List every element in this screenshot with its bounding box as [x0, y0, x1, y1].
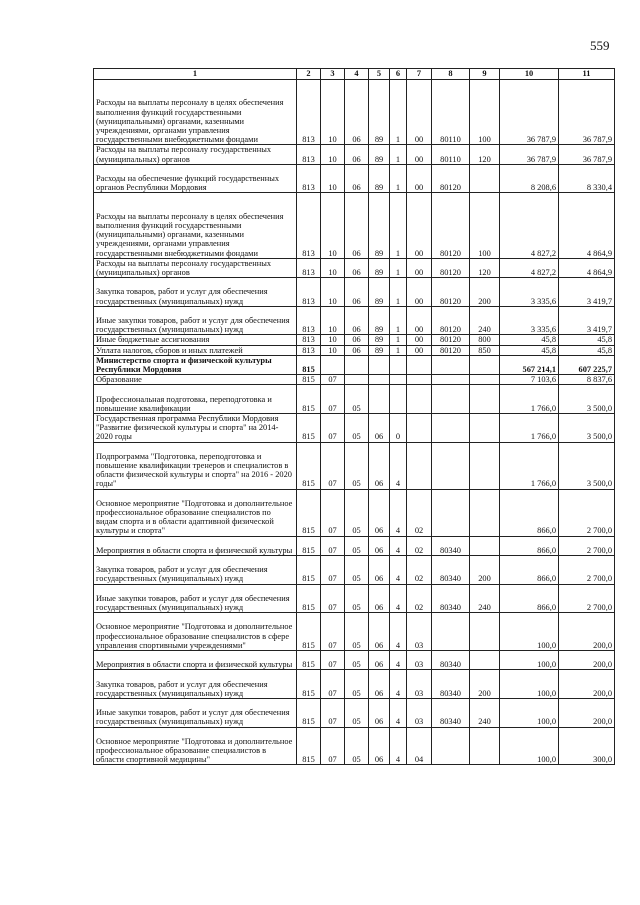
cell-subsection: 06 — [345, 345, 369, 355]
cell-expense-type: 200 — [470, 555, 500, 584]
cell-expense-type: 100 — [470, 193, 500, 258]
cell-admin-code: 815 — [297, 650, 321, 669]
cell-section: 07 — [321, 727, 345, 765]
cell-subsection: 06 — [345, 80, 369, 145]
cell-amount-year-1: 866,0 — [500, 584, 559, 613]
cell-amount-year-1: 36 787,9 — [500, 145, 559, 164]
cell-event — [407, 375, 432, 385]
cell-expense-type: 120 — [470, 258, 500, 277]
table-row — [94, 164, 615, 193]
cell-name: Расходы на выплаты персоналу государственных (муниципальных) органов — [94, 258, 297, 277]
cell-expense-type — [470, 613, 500, 651]
table-row — [94, 355, 615, 374]
cell-expense-type — [470, 442, 500, 489]
cell-name: Расходы на выплаты персоналу в целях обеспечения выполнения функций государственными (муниципальными) органами, казенными учреждениями, органами управления государственными внебюджетными фондами — [94, 193, 297, 258]
cell-expense-type — [470, 536, 500, 555]
cell-program: 06 — [369, 442, 390, 489]
cell-admin-code: 815 — [297, 584, 321, 613]
cell-event: 02 — [407, 489, 432, 536]
cell-program: 89 — [369, 278, 390, 307]
cell-admin-code: 815 — [297, 698, 321, 727]
cell-subprogram: 4 — [390, 727, 407, 765]
cell-name: Основное мероприятие "Подготовка и дополнительное профессиональное образование специалистов в области спортивной медицины" — [94, 727, 297, 765]
table-header-row — [94, 69, 615, 80]
cell-amount-year-2: 2 700,0 — [559, 536, 615, 555]
cell-subsection: 06 — [345, 145, 369, 164]
cell-subprogram: 1 — [390, 345, 407, 355]
table-row — [94, 613, 615, 651]
header-cell-admin-code: 2 — [297, 69, 321, 80]
cell-name: Расходы на выплаты персоналу в целях обеспечения выполнения функций государственными (муниципальными) органами, казенными учреждениями, органами управления государственными внебюджетными фондами — [94, 80, 297, 145]
table-row — [94, 670, 615, 699]
cell-name: Расходы на выплаты персоналу государственных (муниципальных) органов — [94, 145, 297, 164]
cell-amount-year-2: 200,0 — [559, 613, 615, 651]
cell-subsection: 05 — [345, 442, 369, 489]
cell-amount-year-2: 45,8 — [559, 345, 615, 355]
header-cell-subsection: 4 — [345, 69, 369, 80]
cell-direction: 80120 — [432, 335, 470, 345]
cell-amount-year-2: 8 330,4 — [559, 164, 615, 193]
header-cell-expense-type: 9 — [470, 69, 500, 80]
cell-admin-code: 815 — [297, 613, 321, 651]
cell-name: Министерство спорта и физической культуры Республики Мордовия — [94, 355, 297, 374]
page-number: 559 — [590, 38, 610, 53]
cell-subprogram: 4 — [390, 670, 407, 699]
cell-direction — [432, 385, 470, 414]
cell-program: 06 — [369, 555, 390, 584]
cell-subprogram: 0 — [390, 413, 407, 442]
cell-amount-year-1: 866,0 — [500, 555, 559, 584]
table-row — [94, 650, 615, 669]
cell-section: 07 — [321, 698, 345, 727]
cell-amount-year-2: 3 419,7 — [559, 278, 615, 307]
cell-admin-code: 815 — [297, 385, 321, 414]
cell-amount-year-1: 45,8 — [500, 335, 559, 345]
cell-direction: 80120 — [432, 193, 470, 258]
cell-direction: 80110 — [432, 80, 470, 145]
cell-admin-code: 813 — [297, 278, 321, 307]
cell-amount-year-2: 3 500,0 — [559, 385, 615, 414]
cell-program: 06 — [369, 670, 390, 699]
cell-expense-type — [470, 164, 500, 193]
cell-section: 07 — [321, 555, 345, 584]
cell-amount-year-1: 567 214,1 — [500, 355, 559, 374]
cell-event: 03 — [407, 650, 432, 669]
cell-subprogram: 4 — [390, 650, 407, 669]
cell-program: 89 — [369, 306, 390, 335]
cell-event: 00 — [407, 80, 432, 145]
cell-subsection: 05 — [345, 385, 369, 414]
cell-amount-year-2: 2 700,0 — [559, 555, 615, 584]
cell-event: 03 — [407, 698, 432, 727]
cell-name: Иные закупки товаров, работ и услуг для обеспечения государственных (муниципальных) нужд — [94, 698, 297, 727]
cell-amount-year-1: 36 787,9 — [500, 80, 559, 145]
table-row — [94, 258, 615, 277]
cell-amount-year-1: 1 766,0 — [500, 413, 559, 442]
cell-direction — [432, 727, 470, 765]
cell-amount-year-2: 200,0 — [559, 670, 615, 699]
cell-subsection: 05 — [345, 698, 369, 727]
cell-amount-year-2: 4 864,9 — [559, 258, 615, 277]
cell-subsection: 06 — [345, 258, 369, 277]
cell-expense-type — [470, 413, 500, 442]
cell-subprogram: 1 — [390, 335, 407, 345]
cell-event: 00 — [407, 345, 432, 355]
cell-section: 10 — [321, 258, 345, 277]
cell-event: 02 — [407, 584, 432, 613]
cell-section: 07 — [321, 536, 345, 555]
cell-subprogram: 4 — [390, 442, 407, 489]
cell-subsection: 05 — [345, 650, 369, 669]
cell-expense-type: 120 — [470, 145, 500, 164]
cell-amount-year-2: 2 700,0 — [559, 584, 615, 613]
cell-section: 07 — [321, 385, 345, 414]
cell-subprogram: 1 — [390, 80, 407, 145]
header-cell-amount-year-1: 10 — [500, 69, 559, 80]
cell-event — [407, 413, 432, 442]
cell-amount-year-2: 45,8 — [559, 335, 615, 345]
cell-section: 07 — [321, 613, 345, 651]
cell-expense-type: 200 — [470, 278, 500, 307]
cell-name: Иные закупки товаров, работ и услуг для обеспечения государственных (муниципальных) нужд — [94, 584, 297, 613]
cell-amount-year-1: 8 208,6 — [500, 164, 559, 193]
cell-event — [407, 355, 432, 374]
cell-admin-code: 815 — [297, 727, 321, 765]
cell-direction: 80120 — [432, 278, 470, 307]
cell-section: 07 — [321, 489, 345, 536]
cell-program: 06 — [369, 698, 390, 727]
cell-subprogram: 4 — [390, 613, 407, 651]
cell-event: 00 — [407, 258, 432, 277]
cell-direction — [432, 355, 470, 374]
cell-amount-year-2: 2 700,0 — [559, 489, 615, 536]
cell-admin-code: 815 — [297, 442, 321, 489]
cell-event — [407, 442, 432, 489]
cell-amount-year-1: 1 766,0 — [500, 385, 559, 414]
cell-expense-type: 100 — [470, 80, 500, 145]
cell-direction: 80120 — [432, 258, 470, 277]
cell-expense-type — [470, 375, 500, 385]
cell-subprogram: 4 — [390, 536, 407, 555]
table-row — [94, 193, 615, 258]
cell-subprogram — [390, 375, 407, 385]
cell-expense-type — [470, 489, 500, 536]
table-row — [94, 584, 615, 613]
cell-event: 02 — [407, 555, 432, 584]
cell-event: 00 — [407, 145, 432, 164]
cell-section: 10 — [321, 306, 345, 335]
table-row — [94, 385, 615, 414]
cell-program: 89 — [369, 335, 390, 345]
cell-subprogram: 1 — [390, 258, 407, 277]
cell-amount-year-1: 7 103,6 — [500, 375, 559, 385]
cell-admin-code: 813 — [297, 80, 321, 145]
cell-direction — [432, 413, 470, 442]
table-row — [94, 145, 615, 164]
cell-amount-year-1: 100,0 — [500, 613, 559, 651]
table-row — [94, 278, 615, 307]
cell-admin-code: 813 — [297, 306, 321, 335]
header-cell-direction: 8 — [432, 69, 470, 80]
cell-subsection — [345, 355, 369, 374]
cell-amount-year-2: 300,0 — [559, 727, 615, 765]
cell-amount-year-2: 4 864,9 — [559, 193, 615, 258]
header-cell-subprogram: 6 — [390, 69, 407, 80]
table-row — [94, 335, 615, 345]
cell-direction — [432, 613, 470, 651]
cell-amount-year-1: 100,0 — [500, 698, 559, 727]
cell-program: 89 — [369, 258, 390, 277]
cell-name: Основное мероприятие "Подготовка и дополнительное профессиональное образование специалистов в сфере управления спортивными учреждениями" — [94, 613, 297, 651]
cell-name: Профессиональная подготовка, переподготовка и повышение квалификации — [94, 385, 297, 414]
cell-subsection — [345, 375, 369, 385]
cell-direction — [432, 442, 470, 489]
cell-event: 03 — [407, 613, 432, 651]
cell-amount-year-2: 607 225,7 — [559, 355, 615, 374]
cell-program: 89 — [369, 80, 390, 145]
cell-program: 06 — [369, 727, 390, 765]
cell-admin-code: 815 — [297, 489, 321, 536]
cell-amount-year-1: 866,0 — [500, 489, 559, 536]
cell-subsection: 05 — [345, 670, 369, 699]
cell-subsection: 06 — [345, 306, 369, 335]
cell-expense-type: 240 — [470, 306, 500, 335]
table-row — [94, 727, 615, 765]
cell-subprogram: 1 — [390, 145, 407, 164]
cell-name: Расходы на обеспечение функций государственных органов Республики Мордовия — [94, 164, 297, 193]
cell-amount-year-2: 8 837,6 — [559, 375, 615, 385]
cell-section: 10 — [321, 164, 345, 193]
cell-subprogram — [390, 385, 407, 414]
cell-program: 89 — [369, 164, 390, 193]
cell-amount-year-1: 4 827,2 — [500, 258, 559, 277]
cell-direction — [432, 489, 470, 536]
cell-section: 07 — [321, 670, 345, 699]
cell-admin-code: 813 — [297, 145, 321, 164]
cell-name: Закупка товаров, работ и услуг для обеспечения государственных (муниципальных) нужд — [94, 670, 297, 699]
cell-admin-code: 815 — [297, 413, 321, 442]
cell-direction: 80120 — [432, 164, 470, 193]
header-cell-event: 7 — [407, 69, 432, 80]
cell-subsection: 05 — [345, 727, 369, 765]
cell-name: Основное мероприятие "Подготовка и дополнительное профессиональное образование специалистов по видам спорта и в области адаптивной физической культуры и спорта" — [94, 489, 297, 536]
cell-name: Иные бюджетные ассигнования — [94, 335, 297, 345]
cell-expense-type — [470, 650, 500, 669]
cell-amount-year-2: 36 787,9 — [559, 145, 615, 164]
cell-name: Закупка товаров, работ и услуг для обеспечения государственных (муниципальных) нужд — [94, 555, 297, 584]
cell-name: Уплата налогов, сборов и иных платежей — [94, 345, 297, 355]
cell-name: Закупка товаров, работ и услуг для обеспечения государственных (муниципальных) нужд — [94, 278, 297, 307]
cell-name: Образование — [94, 375, 297, 385]
cell-expense-type: 850 — [470, 345, 500, 355]
cell-amount-year-1: 45,8 — [500, 345, 559, 355]
cell-event: 02 — [407, 536, 432, 555]
cell-name: Государственная программа Республики Мордовия "Развитие физической культуры и спорта" на 2014-2020 годы — [94, 413, 297, 442]
cell-admin-code: 815 — [297, 555, 321, 584]
cell-amount-year-1: 100,0 — [500, 670, 559, 699]
cell-expense-type: 240 — [470, 584, 500, 613]
cell-amount-year-1: 100,0 — [500, 650, 559, 669]
cell-subprogram: 1 — [390, 193, 407, 258]
cell-subprogram: 4 — [390, 698, 407, 727]
cell-section: 07 — [321, 375, 345, 385]
cell-section: 07 — [321, 442, 345, 489]
cell-subprogram: 1 — [390, 278, 407, 307]
cell-amount-year-2: 36 787,9 — [559, 80, 615, 145]
cell-amount-year-2: 3 419,7 — [559, 306, 615, 335]
table-row — [94, 345, 615, 355]
cell-amount-year-1: 4 827,2 — [500, 193, 559, 258]
cell-name: Подпрограмма "Подготовка, переподготовка и повышение квалификации тренеров и специалистов в области физической культуры и спорта" на 2016 - 2020 годы" — [94, 442, 297, 489]
cell-name: Иные закупки товаров, работ и услуг для обеспечения государственных (муниципальных) нужд — [94, 306, 297, 335]
cell-direction: 80340 — [432, 555, 470, 584]
cell-event: 00 — [407, 335, 432, 345]
cell-program: 06 — [369, 650, 390, 669]
cell-section: 10 — [321, 335, 345, 345]
cell-admin-code: 813 — [297, 193, 321, 258]
cell-amount-year-2: 200,0 — [559, 650, 615, 669]
cell-program: 06 — [369, 584, 390, 613]
cell-event: 00 — [407, 193, 432, 258]
table-row — [94, 306, 615, 335]
cell-expense-type: 200 — [470, 670, 500, 699]
cell-program — [369, 385, 390, 414]
cell-event: 03 — [407, 670, 432, 699]
cell-expense-type: 240 — [470, 698, 500, 727]
table-row — [94, 536, 615, 555]
cell-admin-code: 813 — [297, 258, 321, 277]
cell-section: 07 — [321, 650, 345, 669]
cell-direction: 80110 — [432, 145, 470, 164]
table-row — [94, 489, 615, 536]
table-row — [94, 698, 615, 727]
cell-event: 00 — [407, 278, 432, 307]
cell-subprogram: 4 — [390, 555, 407, 584]
cell-section — [321, 355, 345, 374]
cell-subsection: 05 — [345, 536, 369, 555]
table-row — [94, 413, 615, 442]
cell-amount-year-2: 3 500,0 — [559, 413, 615, 442]
cell-event: 00 — [407, 164, 432, 193]
cell-subsection: 05 — [345, 489, 369, 536]
cell-subsection: 05 — [345, 584, 369, 613]
table-row — [94, 555, 615, 584]
cell-amount-year-1: 3 335,6 — [500, 278, 559, 307]
cell-direction: 80340 — [432, 698, 470, 727]
cell-amount-year-1: 100,0 — [500, 727, 559, 765]
cell-amount-year-2: 3 500,0 — [559, 442, 615, 489]
table-body — [94, 80, 615, 765]
cell-event — [407, 385, 432, 414]
cell-program: 89 — [369, 193, 390, 258]
cell-direction: 80120 — [432, 345, 470, 355]
cell-program — [369, 355, 390, 374]
cell-amount-year-1: 1 766,0 — [500, 442, 559, 489]
cell-section: 07 — [321, 413, 345, 442]
cell-subprogram: 4 — [390, 489, 407, 536]
cell-direction: 80340 — [432, 584, 470, 613]
cell-program — [369, 375, 390, 385]
cell-subsection: 05 — [345, 555, 369, 584]
cell-subsection: 05 — [345, 413, 369, 442]
cell-direction: 80120 — [432, 306, 470, 335]
header-cell-section: 3 — [321, 69, 345, 80]
cell-program: 06 — [369, 613, 390, 651]
cell-program: 89 — [369, 345, 390, 355]
cell-direction: 80340 — [432, 536, 470, 555]
cell-expense-type — [470, 385, 500, 414]
cell-direction: 80340 — [432, 650, 470, 669]
cell-admin-code: 815 — [297, 355, 321, 374]
table-row — [94, 80, 615, 145]
cell-expense-type — [470, 355, 500, 374]
cell-program: 89 — [369, 145, 390, 164]
cell-section: 10 — [321, 145, 345, 164]
cell-subsection: 06 — [345, 193, 369, 258]
cell-admin-code: 815 — [297, 375, 321, 385]
cell-section: 10 — [321, 278, 345, 307]
cell-section: 10 — [321, 193, 345, 258]
cell-subprogram: 1 — [390, 164, 407, 193]
cell-direction — [432, 375, 470, 385]
cell-section: 10 — [321, 80, 345, 145]
table-row — [94, 442, 615, 489]
cell-program: 06 — [369, 489, 390, 536]
header-cell-name: 1 — [94, 69, 297, 80]
cell-amount-year-1: 866,0 — [500, 536, 559, 555]
cell-section: 07 — [321, 584, 345, 613]
cell-name: Мероприятия в области спорта и физической культуры — [94, 536, 297, 555]
cell-subsection: 06 — [345, 278, 369, 307]
cell-admin-code: 813 — [297, 164, 321, 193]
cell-admin-code: 813 — [297, 345, 321, 355]
cell-admin-code: 813 — [297, 335, 321, 345]
cell-subsection: 05 — [345, 613, 369, 651]
cell-admin-code: 815 — [297, 536, 321, 555]
header-cell-amount-year-2: 11 — [559, 69, 615, 80]
cell-amount-year-1: 3 335,6 — [500, 306, 559, 335]
cell-expense-type — [470, 727, 500, 765]
cell-admin-code: 815 — [297, 670, 321, 699]
cell-event: 04 — [407, 727, 432, 765]
budget-table — [93, 68, 615, 765]
cell-amount-year-2: 200,0 — [559, 698, 615, 727]
cell-subprogram — [390, 355, 407, 374]
cell-subprogram: 4 — [390, 584, 407, 613]
header-cell-program: 5 — [369, 69, 390, 80]
cell-section: 10 — [321, 345, 345, 355]
cell-program: 06 — [369, 413, 390, 442]
cell-program: 06 — [369, 536, 390, 555]
table-row — [94, 375, 615, 385]
cell-direction: 80340 — [432, 670, 470, 699]
cell-subprogram: 1 — [390, 306, 407, 335]
cell-expense-type: 800 — [470, 335, 500, 345]
cell-subsection: 06 — [345, 164, 369, 193]
cell-subsection: 06 — [345, 335, 369, 345]
cell-name: Мероприятия в области спорта и физической культуры — [94, 650, 297, 669]
cell-event: 00 — [407, 306, 432, 335]
